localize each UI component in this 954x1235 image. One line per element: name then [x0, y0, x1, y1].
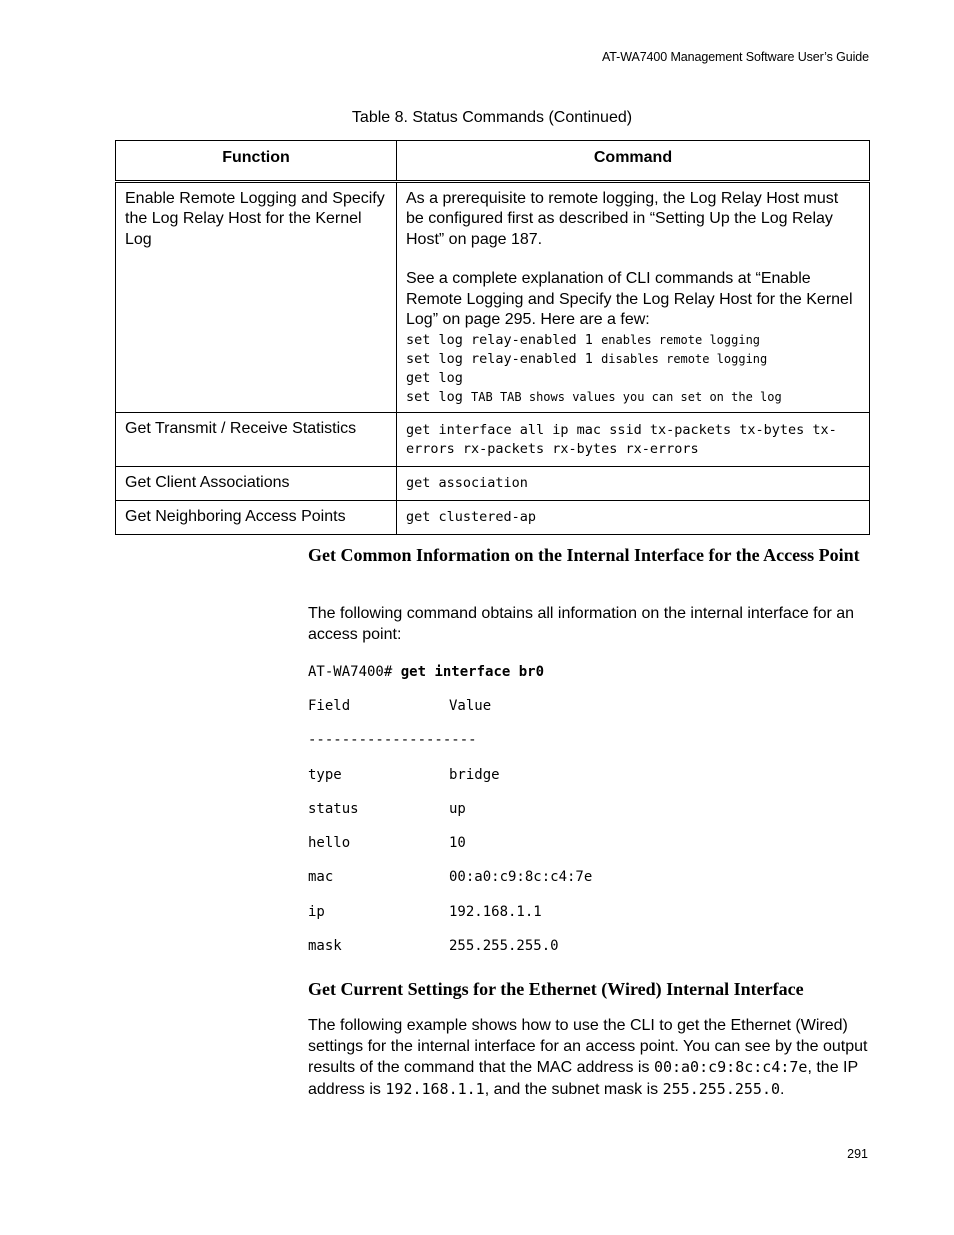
running-header: AT-WA7400 Management Software User’s Guide [602, 50, 869, 64]
function-cell: Get Transmit / Receive Statistics [116, 412, 397, 466]
column-header-command: Command [397, 141, 870, 182]
cli-column-header: Field Value [308, 698, 492, 714]
table-row [116, 412, 870, 466]
cli-command-line [308, 662, 544, 682]
function-cell: Get Neighboring Access Points [116, 500, 397, 534]
command-cell: get association [397, 466, 870, 500]
mac-address: 00:a0:c9:8c:c4:7e [653, 1058, 808, 1076]
example-line: set log relay-enabled 1 disables remote logging [406, 350, 768, 367]
section-body: The following example shows how to use the CLI to get the Ethernet (Wired) settings for the internal interface for an access point. You can see by the output results of the command that the MAC address is 00:a0:c9:8c:c4:7e, the IP address is 192.168.1.1, and the subnet mask is 255.255.255.0. [308, 1017, 868, 1098]
cli-field-row: ip 192.168.1.1 [308, 904, 542, 920]
subnet-mask: 255.255.255.0 [662, 1079, 781, 1098]
command-examples [406, 331, 860, 407]
section-body: The following command obtains all information on the internal interface for an access point: [308, 605, 855, 643]
table-row [116, 466, 870, 500]
page-number: 291 [847, 1147, 868, 1161]
cli-separator: -------------------- [308, 732, 477, 748]
function-cell: Get Client Associations [116, 466, 397, 500]
table-row [116, 181, 870, 412]
column-header-function: Function [116, 141, 397, 182]
command-paragraph: As a prerequisite to remote logging, the Log Relay Host must be configured first as described in “Setting Up the Log Relay Host” on page 187. [406, 189, 839, 248]
function-cell: Enable Remote Logging and Specify the Log Relay Host for the Kernel Log [116, 181, 397, 412]
command-cell: get interface all ip mac ssid tx-packets tx-bytes tx-errors rx-packets rx-bytes rx-errors [397, 412, 870, 466]
example-line: get log [406, 369, 463, 386]
command-cell [397, 181, 870, 412]
table-header-row [116, 141, 870, 182]
table-row [116, 500, 870, 534]
cli-field-row: mask 255.255.255.0 [308, 938, 559, 954]
section-heading: Get Common Information on the Internal Interface for the Access Point [308, 545, 860, 565]
table-caption: Table 8. Status Commands (Continued) [351, 109, 633, 126]
cli-prompt: AT-WA7400# [308, 664, 393, 680]
status-commands-table [115, 140, 870, 535]
ip-address: 192.168.1.1 [385, 1079, 485, 1098]
example-line: set log TAB TAB shows values you can set on the log [406, 388, 782, 405]
cli-field-row: hello 10 [308, 835, 466, 851]
cli-command: get interface br0 [400, 664, 545, 680]
cli-field-row: type bridge [308, 767, 500, 783]
command-paragraph: See a complete explanation of CLI commands at “Enable Remote Logging and Specify the Log Relay Host for the Kernel Log” on page 295. Here are a few: [406, 270, 853, 328]
command-cell: get clustered-ap [397, 500, 870, 534]
example-line: set log relay-enabled 1 enables remote logging [406, 331, 761, 348]
cli-field-row: mac 00:a0:c9:8c:c4:7e [308, 869, 593, 885]
cli-field-row: status up [308, 801, 466, 817]
section-heading: Get Current Settings for the Ethernet (Wired) Internal Interface [308, 979, 804, 999]
